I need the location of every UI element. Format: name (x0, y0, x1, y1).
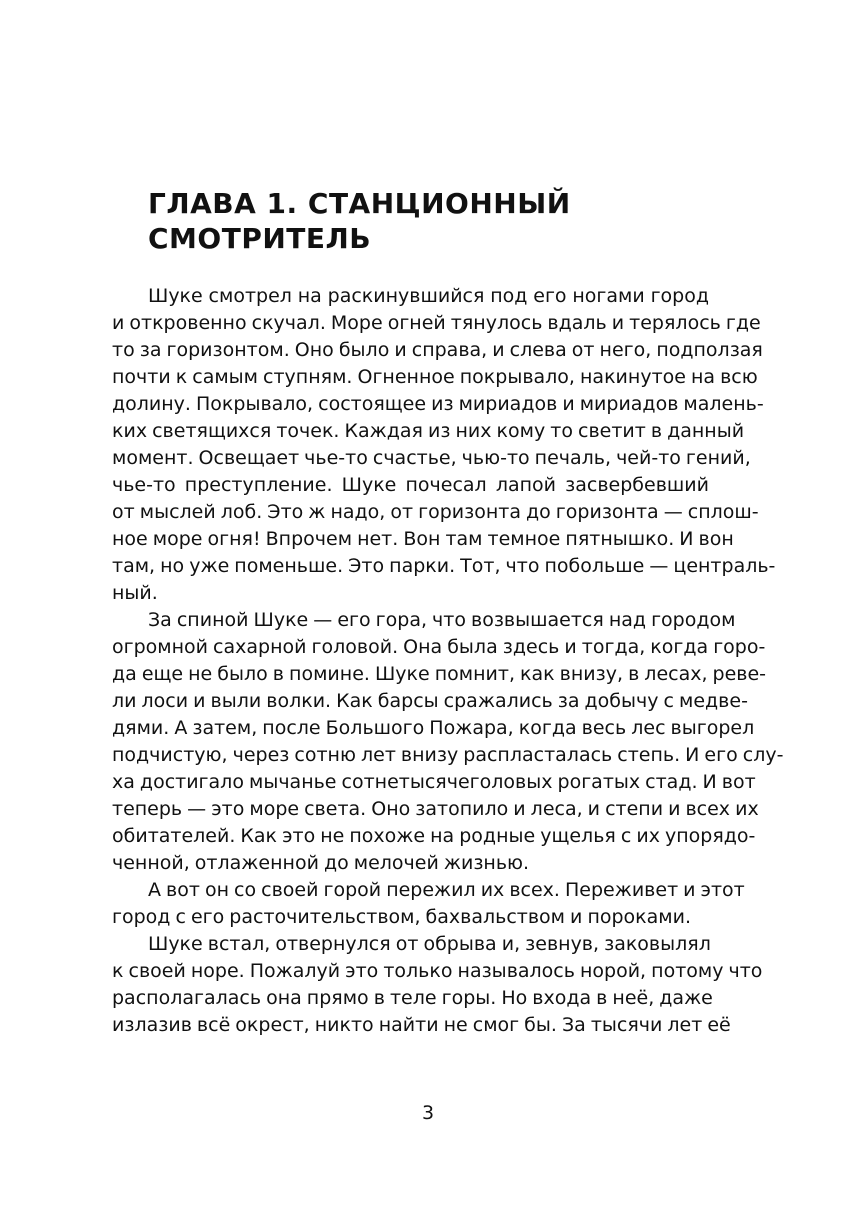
text-line: от мыслей лоб. Это ж надо, от горизонта до горизонта — сплош- (112, 501, 759, 523)
chapter-title-line-2: СМОТРИТЕЛЬ (148, 222, 372, 255)
text-line: располагалась она прямо в теле горы. Но входа в неё, даже (112, 987, 713, 1009)
text-line: огромной сахарной головой. Она была здесь и тогда, когда горо- (112, 636, 766, 658)
text-line: город с его расточительством, бахвальством и пороками. (112, 906, 692, 928)
text-line: ное море огня! Впрочем нет. Вон там темное пятнышко. И вон (112, 528, 734, 550)
text-line: За спиной Шуке — его гора, что возвышается над городом (148, 609, 736, 631)
text-line: ха достигало мычанье сотнетысячеголовых рогатых стад. И вот (112, 771, 756, 793)
text-line: то за горизонтом. Оно было и справа, и слева от него, подползая (112, 339, 763, 361)
text-line: ли лоси и выли волки. Как барсы сражались за добычу с медве- (112, 690, 748, 712)
text-line: дями. А затем, после Большого Пожара, когда весь лес выгорел (112, 717, 755, 739)
text-line: момент. Освещает чье-то счастье, чью-то печаль, чей-то гений, (112, 447, 751, 469)
text-line: к своей норе. Пожалуй это только называлось норой, потому что (112, 960, 763, 982)
text-line: теперь — это море света. Оно затопило и леса, и степи и всех их (112, 798, 759, 820)
text-line: чье-то преступление. Шуке почесал лапой засвербевший (112, 474, 709, 496)
chapter-body-text (112, 283, 784, 1039)
text-line: долину. Покрывало, состоящее из мириадов и мириадов малень- (112, 393, 764, 415)
paragraph (112, 283, 776, 607)
text-line: почти к самым ступням. Огненное покрывало, накинутое на всю (112, 366, 758, 388)
text-line: Шуке смотрел на раскинувшийся под его ногами город (148, 285, 709, 307)
text-line: ный. (112, 582, 158, 604)
paragraph (112, 607, 784, 877)
text-line: излазив всё окрест, никто найти не смог бы. За тысячи лет её (112, 1014, 731, 1036)
page-number: 3 (421, 1102, 435, 1124)
text-line: ченной, отлаженной до мелочей жизнью. (112, 852, 530, 874)
text-line: да еще не было в помине. Шуке помнит, как внизу, в лесах, реве- (112, 663, 767, 685)
paragraph (112, 877, 745, 931)
text-line: и откровенно скучал. Море огней тянулось вдаль и терялось где (112, 312, 761, 334)
text-line: А вот он со своей горой пережил их всех. Переживет и этот (148, 879, 745, 901)
text-line: ких светящихся точек. Каждая из них кому то светит в данный (112, 420, 745, 442)
paragraph (112, 931, 763, 1039)
text-line: обитателей. Как это не похоже на родные ущелья с их упорядо- (112, 825, 756, 847)
text-line: Шуке встал, отвернулся от обрыва и, зевнув, заковылял (148, 933, 711, 955)
text-line: подчистую, через сотню лет внизу распласталась степь. И его слу- (112, 744, 784, 766)
chapter-title (148, 186, 748, 256)
text-line: там, но уже поменьше. Это парки. Тот, что побольше — централь- (112, 555, 776, 577)
chapter-title-line-1: ГЛАВА 1. СТАНЦИОННЫЙ (148, 187, 571, 220)
